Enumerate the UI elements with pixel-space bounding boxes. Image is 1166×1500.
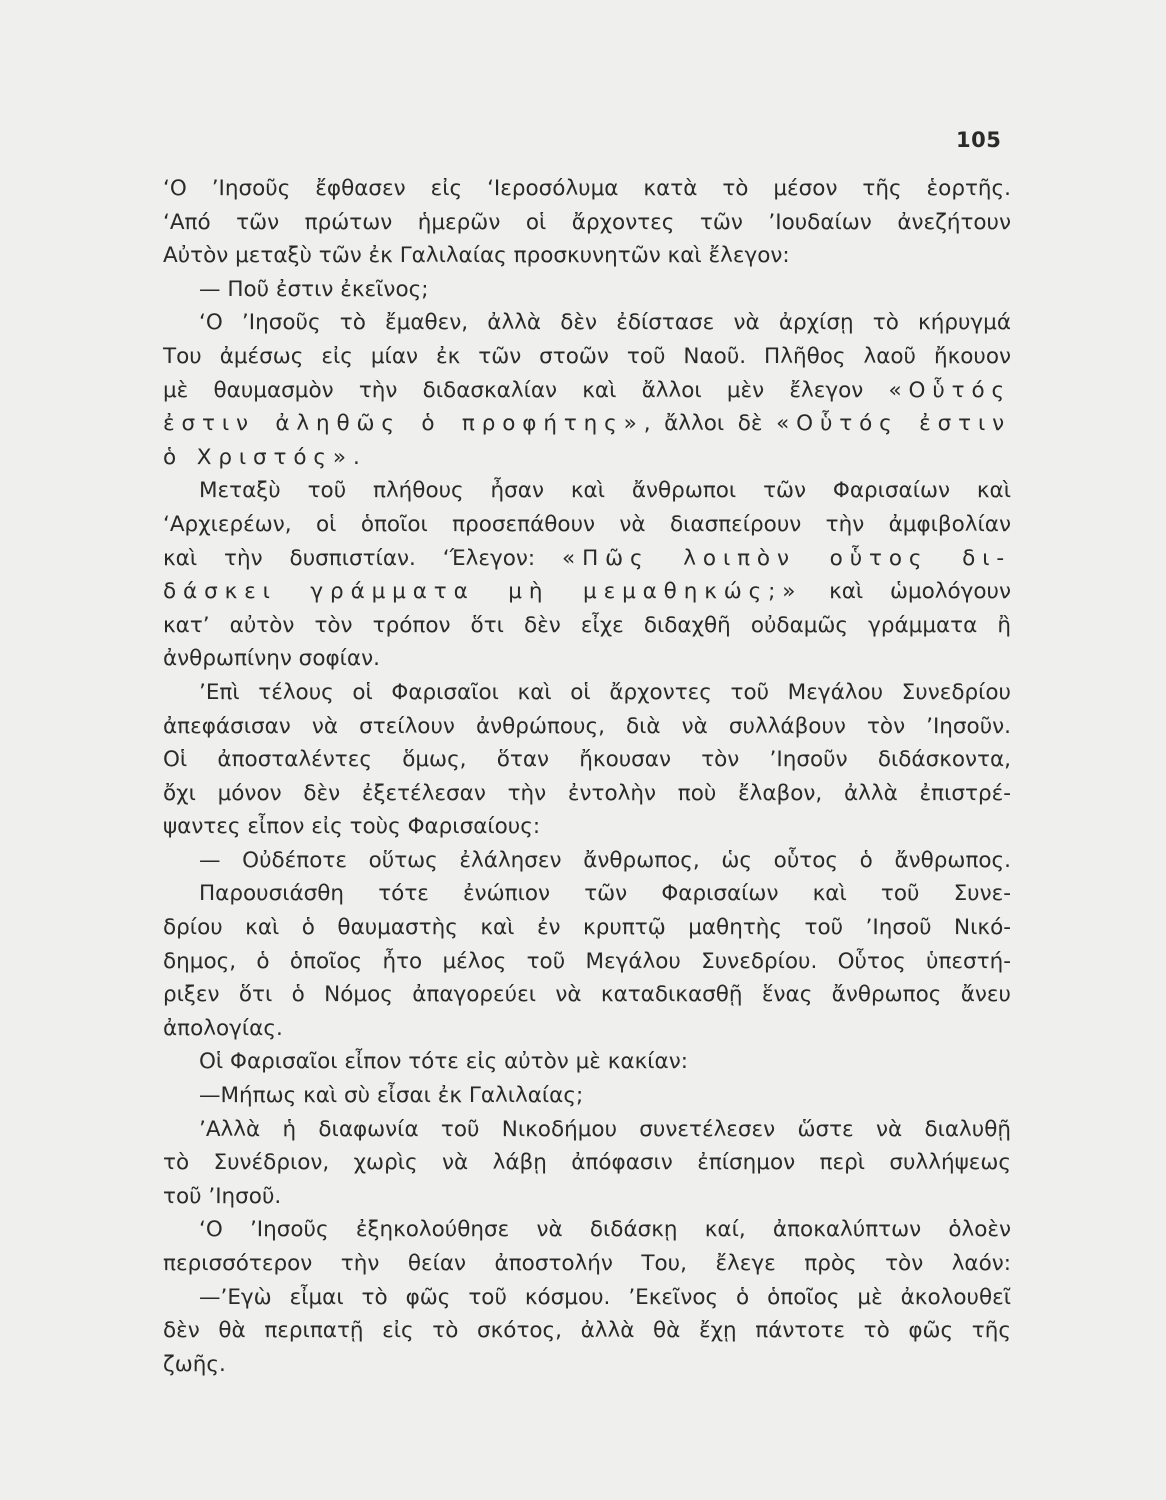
text-line xyxy=(163,306,1011,340)
text-line xyxy=(163,1213,1011,1247)
text-segment: τὸ Συνέδριον, χωρὶς νὰ λάβῃ ἀπόφασιν ἐπίσημον περὶ συλλήψεως xyxy=(163,1150,1011,1176)
text-line xyxy=(163,676,1011,710)
text-line xyxy=(163,1314,1011,1348)
text-segment: Του ἀμέσως εἰς μίαν ἐκ τῶν στοῶν τοῦ Ναοῦ. Πλῆθος λαοῦ ἤκουον xyxy=(163,343,1011,369)
text-segment: , ἄλλοι δὲ xyxy=(643,411,777,437)
text-segment: καὶ τὴν δυσπιστίαν. ‘Έλεγον: xyxy=(163,545,563,571)
text-segment: δρίου καὶ ὁ θαυμαστὴς καὶ ἐν κρυπτῷ μαθητὴς τοῦ ’Ιησοῦ Νικό- xyxy=(163,915,1011,941)
text-segment: ἀπεφάσισαν νὰ στείλουν ἀνθρώπους, διὰ νὰ συλλάβουν τὸν ’Ιησοῦν. xyxy=(163,713,1011,739)
text-line xyxy=(163,172,1011,206)
text-line xyxy=(163,239,1011,273)
text-line xyxy=(163,642,1011,676)
text-line xyxy=(163,542,1011,576)
spaced-quote: ἐστιν ἀληθῶς ὁ προφήτης» xyxy=(163,411,644,437)
text-segment: ‘Ο ’Ιησοῦς τὸ ἔμαθεν, ἀλλὰ δὲν ἐδίστασε νὰ ἀρχίσῃ τὸ κήρυγμά xyxy=(199,310,1011,336)
text-segment: ‘Ο ’Ιησοῦς ἔφθασεν εἰς ‘Ιεροσόλυμα κατὰ τὸ μέσον τῆς ἑορτῆς. xyxy=(163,176,1011,201)
page-number: 105 xyxy=(956,128,1002,152)
text-line xyxy=(163,407,1011,441)
text-segment: μὲ θαυμασμὸν τὴν διδασκαλίαν καὶ ἄλλοι μὲν ἔλεγον xyxy=(163,377,889,403)
spaced-quote: «Οὗτός ἐστιν xyxy=(776,411,1011,437)
text-line xyxy=(163,844,1011,878)
text-segment: ’Επὶ τέλους οἱ Φαρισαῖοι καὶ οἱ ἄρχοντες τοῦ Μεγάλου Συνεδρίου xyxy=(199,679,1011,705)
text-line xyxy=(163,911,1011,945)
text-segment: ἀνθρωπίνην σοφίαν. xyxy=(163,646,380,672)
text-segment: ‘Από τῶν πρώτων ἡμερῶν οἱ ἄρχοντες τῶν ’Ιουδαίων ἀνεζήτουν xyxy=(163,209,1011,235)
text-line xyxy=(163,508,1011,542)
text-segment: Μεταξὺ τοῦ πλήθους ἦσαν καὶ ἄνθρωποι τῶν Φαρισαίων καὶ xyxy=(199,478,1011,504)
body-text xyxy=(163,172,1011,1381)
text-line xyxy=(163,340,1011,374)
text-line xyxy=(163,1146,1011,1180)
text-line xyxy=(163,710,1011,744)
text-segment: Παρουσιάσθη τότε ἐνώπιον τῶν Φαρισαίων καὶ τοῦ Συνε- xyxy=(199,881,1011,907)
text-line xyxy=(163,1045,1011,1079)
text-line xyxy=(163,1113,1011,1147)
text-line xyxy=(163,374,1011,408)
text-line xyxy=(163,441,1011,475)
text-segment: κατ’ αὐτὸν τὸν τρόπον ὅτι δὲν εἶχε διδαχθῆ οὐδαμῶς γράμματα ἢ xyxy=(163,612,1011,638)
text-line xyxy=(163,1012,1011,1046)
text-segment: Οἱ Φαρισαῖοι εἶπον τότε εἰς αὐτὸν μὲ κακίαν: xyxy=(199,1049,688,1075)
text-segment: ζωῆς. xyxy=(163,1351,226,1377)
text-line xyxy=(163,1079,1011,1113)
text-segment: ‘Ο ’Ιησοῦς ἐξηκολούθησε νὰ διδάσκῃ καί, ἀποκαλύπτων ὁλοὲν xyxy=(199,1217,1011,1243)
text-segment: Αὐτὸν μεταξὺ τῶν ἐκ Γαλιλαίας προσκυνητῶν καὶ ἔλεγον: xyxy=(163,243,790,269)
text-line xyxy=(163,1247,1011,1281)
text-segment: ὄχι μόνον δὲν ἐξετέλεσαν τὴν ἐντολὴν ποὺ ἔλαβον, ἀλλὰ ἐπιστρέ- xyxy=(163,780,1011,806)
text-segment: ἀπολογίας. xyxy=(163,1015,283,1041)
text-segment: δὲν θὰ περιπατῇ εἰς τὸ σκότος, ἀλλὰ θὰ ἔχῃ πάντοτε τὸ φῶς τῆς xyxy=(163,1318,1011,1344)
text-line xyxy=(163,743,1011,777)
text-segment: ριξεν ὅτι ὁ Νόμος ἀπαγορεύει νὰ καταδικασθῇ ἕνας ἄνθρωπος ἄνευ xyxy=(163,982,1011,1008)
text-line xyxy=(163,810,1011,844)
text-line xyxy=(163,978,1011,1012)
text-line xyxy=(163,1180,1011,1214)
spaced-quote: «Οὗτός xyxy=(888,377,1011,403)
text-line xyxy=(163,575,1011,609)
text-line xyxy=(163,609,1011,643)
spaced-quote: «Πῶς λοιπὸν οὗτος δι- xyxy=(562,545,1011,571)
text-line xyxy=(163,877,1011,911)
text-segment: —Μήπως καὶ σὺ εἶσαι ἐκ Γαλιλαίας; xyxy=(199,1083,584,1109)
text-line xyxy=(163,474,1011,508)
text-segment: δημος, ὁ ὁποῖος ἦτο μέλος τοῦ Μεγάλου Συνεδρίου. Οὗτος ὑπεστή- xyxy=(163,948,1011,974)
text-segment: ψαντες εἶπον εἰς τοὺς Φαρισαίους: xyxy=(163,814,541,840)
text-segment: — Ποῦ ἐστιν ἐκεῖνος; xyxy=(199,276,429,302)
text-line xyxy=(163,273,1011,307)
text-line xyxy=(163,1281,1011,1315)
spaced-quote: ὁ Χριστός» xyxy=(163,444,353,470)
text-segment: τοῦ ’Ιησοῦ. xyxy=(163,1183,282,1209)
text-line xyxy=(163,1348,1011,1382)
text-segment: — Οὐδέποτε οὕτως ἐλάλησεν ἄνθρωπος, ὡς οὗτος ὁ ἄνθρωπος. xyxy=(199,847,1011,873)
text-line xyxy=(163,945,1011,979)
text-segment: ’Αλλὰ ἡ διαφωνία τοῦ Νικοδήμου συνετέλεσεν ὥστε νὰ διαλυθῇ xyxy=(199,1116,1011,1142)
text-line xyxy=(163,206,1011,240)
text-segment: Οἱ ἀποσταλέντες ὅμως, ὅταν ἤκουσαν τὸν ’Ιησοῦν διδάσκοντα, xyxy=(163,747,1011,773)
text-segment: ‘Αρχιερέων, οἱ ὁποῖοι προσεπάθουν νὰ διασπείρουν τὴν ἀμφιβολίαν xyxy=(163,511,1011,537)
text-segment: περισσότερον τὴν θείαν ἀποστολήν Του, ἔλεγε πρὸς τὸν λαόν: xyxy=(163,1251,1011,1276)
text-segment: καὶ ὡμολόγουν xyxy=(802,579,1011,605)
spaced-quote: δάσκει γράμματα μὴ μεμαθηκώς;» xyxy=(163,579,803,605)
text-line xyxy=(163,777,1011,811)
text-segment: . xyxy=(352,444,360,470)
text-segment: —’Εγὼ εἶμαι τὸ φῶς τοῦ κόσμου. ’Εκεῖνος ὁ ὁποῖος μὲ ἀκολουθεῖ xyxy=(199,1284,1011,1310)
